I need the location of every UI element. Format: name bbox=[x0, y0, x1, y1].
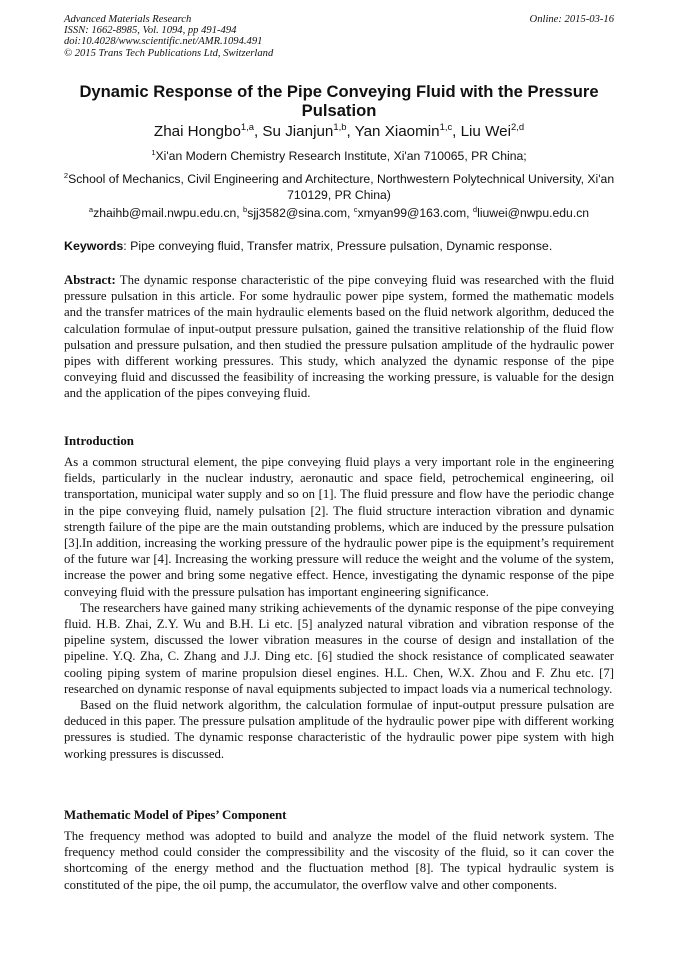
journal-header bbox=[64, 14, 273, 59]
email: zhaihb@mail.nwpu.edu.cn, bbox=[93, 206, 244, 220]
author: Su Jianjun bbox=[262, 123, 334, 140]
author: Liu Wei bbox=[460, 123, 511, 140]
paragraph: As a common structural element, the pipe conveying fluid plays a very important role in the engineering fields, particularly in the nuclear industry, aeronautic and space field, petrochemical engineering, oil transportation, municipal water supply and so on [1]. The fluid pressure and flow have the periodic change in the pipe conveying fluid, namely pulsation [2]. The fluid structure interaction vibration and dynamic strength failure of the pipe are the main outstanding problems, which are induced by the pressure pulsation [3].In addition, increasing the working pressure of the hydraulic power pipe is the equipment’s requirement of the future war [4]. Increasing the working pressure will reduce the weight and the volume of the system, increase the power and bring some negative effect. Hence, investigating the dynamic response of the pipe conveying fluid with the pressure pulsation has important engineering significance. bbox=[64, 455, 614, 599]
email-sup: c bbox=[353, 204, 358, 214]
author-sup: 1,b bbox=[333, 120, 347, 132]
affiliation-1 bbox=[64, 149, 614, 165]
paragraph: The frequency method was adopted to build and analyze the model of the fluid network system. The frequency method could consider the compressibility and the viscosity of the fluid, so it can cover the shortcoming of the energy method and the fluctuation method [8]. The typical hydraulic system is constituted of the pipe, the oil pump, the accumulator, the overflow valve and other components. bbox=[64, 829, 614, 892]
email-sup: d bbox=[472, 204, 478, 214]
aff-sup: 2 bbox=[63, 170, 69, 180]
author-sup: 1,c bbox=[439, 120, 453, 132]
issn: ISSN: 1662-8985, Vol. 1094, pp 491-494 bbox=[64, 25, 237, 37]
author: Zhai Hongbo bbox=[153, 123, 241, 140]
paragraph: Based on the fluid network algorithm, the calculation formulae of input-output pressure pulsation are deduced in this paper. The pressure pulsation amplitude of the hydraulic power pipe with different working pressures is studied. The dynamic response characteristic of the hydraulic power pipe system with high working pressures is discussed. bbox=[64, 698, 614, 761]
emails bbox=[64, 206, 614, 222]
email: xmyan99@163.com, bbox=[357, 206, 473, 220]
model-section bbox=[64, 807, 614, 893]
aff-text: School of Mechanics, Civil Engineering and Architecture, Northwestern Polytechnical University, Xi'an 710129, PR China) bbox=[68, 172, 615, 202]
section-heading: Mathematic Model of Pipes’ Component bbox=[64, 808, 287, 822]
email-sup: a bbox=[88, 204, 94, 214]
email: liuwei@nwpu.edu.cn bbox=[477, 206, 590, 220]
email-sup: b bbox=[243, 204, 248, 214]
aff-sup: 1 bbox=[151, 147, 156, 157]
paragraph: The researchers have gained many striking achievements of the dynamic response of the pipe conveying fluid. H.B. Zhai, Z.Y. Wu and B.H. Li etc. [5] analyzed natural vibration and vibration response of the pipeline system, discussed the lower vibration measures in the course of design and installation of the pipeline. Y.Q. Zha, C. Zhang and J.J. Ding etc. [6] studied the shock resistance of complicated seawater cooling piping system of marine propulsion diesel engines. H.L. Chen, W.X. Zhou and F. Zhu etc. [7] researched on dynamic response of naval equipments subjected to impact loads via a numerical technology. bbox=[64, 600, 614, 696]
paper-title: Dynamic Response of the Pipe Conveying Fluid with the Pressure Pulsation bbox=[79, 82, 599, 120]
affiliation-2 bbox=[60, 172, 618, 203]
copyright: © 2015 Trans Tech Publications Ltd, Switzerland bbox=[64, 47, 274, 59]
introduction-section bbox=[64, 433, 614, 762]
keywords bbox=[64, 239, 624, 253]
keywords-text: : Pipe conveying fluid, Transfer matrix, Pressure pulsation, Dynamic response. bbox=[123, 239, 553, 253]
doi: doi:10.4028/www.scientific.net/AMR.1094.491 bbox=[64, 36, 263, 48]
abstract-text: The dynamic response characteristic of the pipe conveying fluid was researched with the fluid pressure pulsation in this article. For some hydraulic power pipe system, formed the mathematic models and the transfer matrices of the main hydraulic elements based on the fluid network algorithm, deduced the calculation formulae of input-output pressure pulsation, gained the transitive relationship of the fluid flow pulsation and pressure pulsation, and then studied the pressure pulsation amplitude of the hydraulic power pipes with different working pressures. This study, which analyzed the dynamic response of the pipe conveying fluid and discussed the feasibility of increasing the working pressure, is valuable for the design and the application of the pipes conveying fluid. bbox=[64, 273, 614, 401]
section-heading: Introduction bbox=[64, 434, 134, 448]
abstract-label: Abstract: bbox=[64, 273, 116, 287]
email: sjj3582@sina.com, bbox=[247, 206, 354, 220]
author-sup: 1,a bbox=[240, 120, 254, 132]
keywords-label: Keywords bbox=[64, 239, 124, 253]
journal-name: Advanced Materials Research bbox=[64, 14, 192, 25]
online-date: Online: 2015-03-16 bbox=[529, 14, 614, 25]
authors: Zhai Hongbo$^{1,a}$, Su Jianjun$^{1,b}$, Yan Xiaomin$^{1,c}$, Liu Wei$^{2,d}$ bbox=[153, 120, 525, 140]
author: Yan Xiaomin bbox=[354, 123, 440, 140]
author-sup: 2,d bbox=[510, 120, 525, 132]
aff-text: Xi'an Modern Chemistry Research Institute, Xi'an 710065, PR China; bbox=[155, 149, 527, 163]
abstract bbox=[64, 272, 614, 402]
